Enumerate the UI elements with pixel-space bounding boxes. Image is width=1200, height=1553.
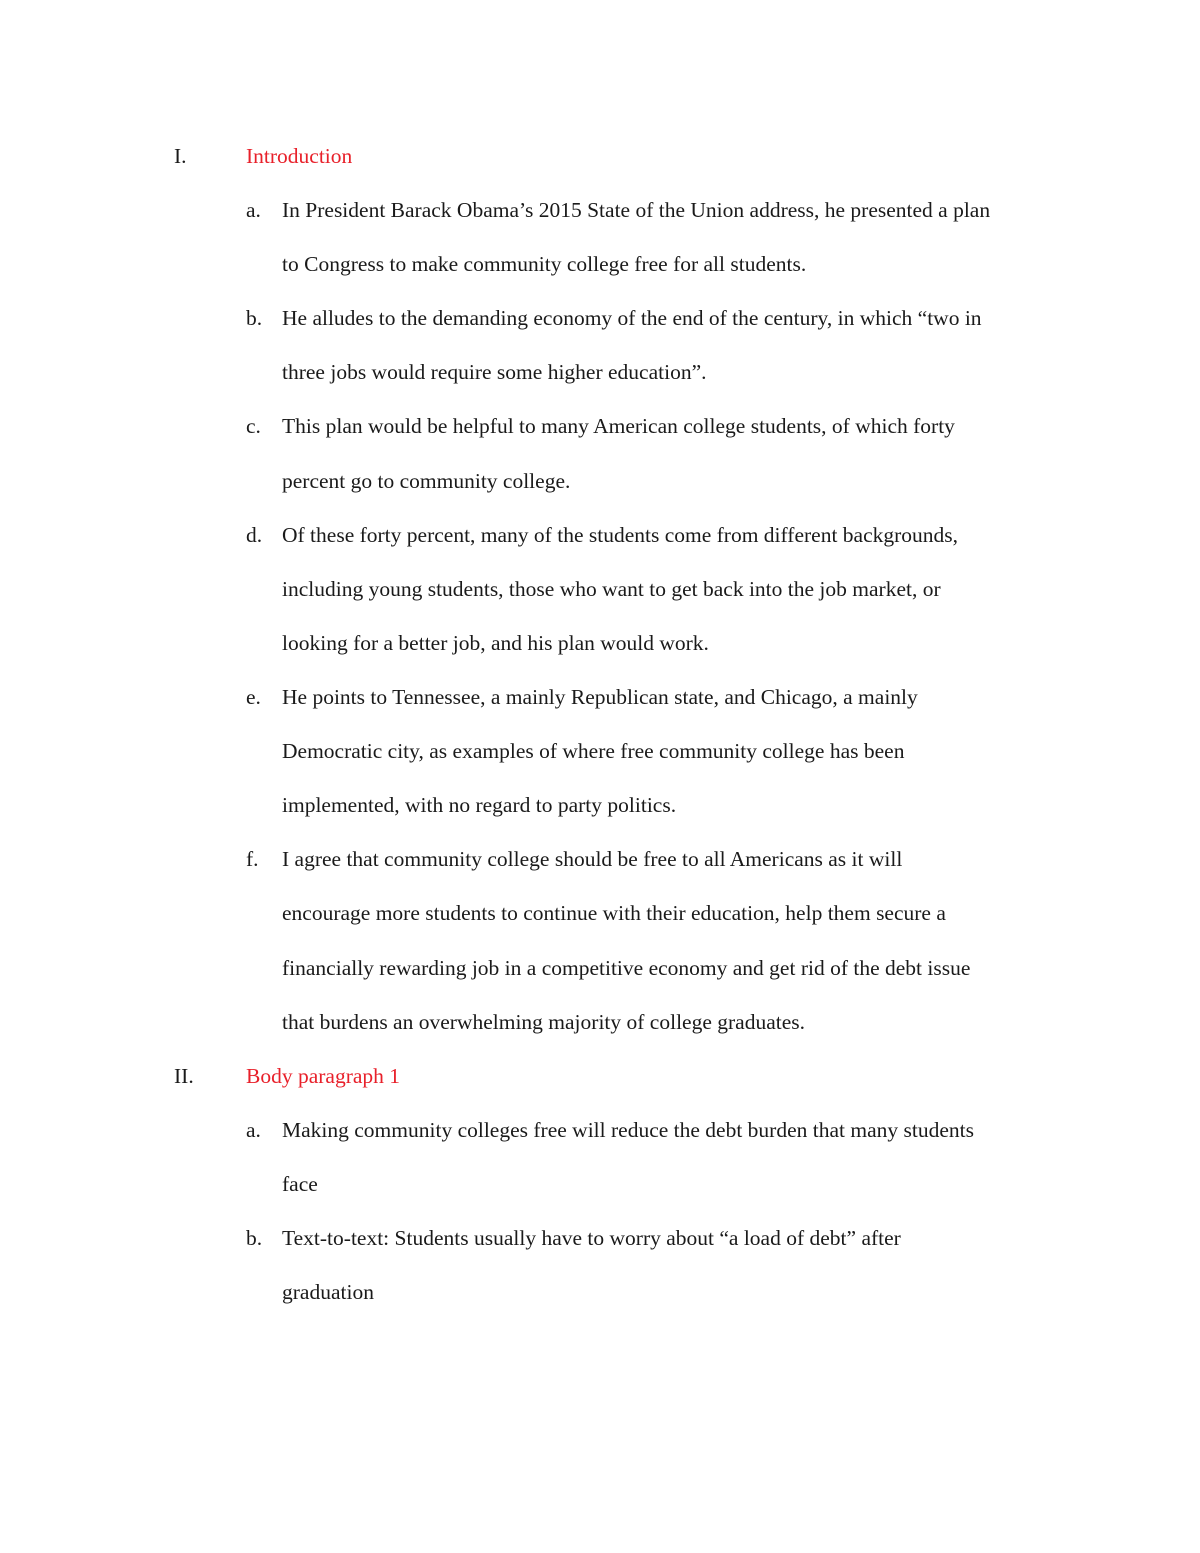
item-letter: d. [246, 523, 263, 547]
item-text-line: In President Barack Obama’s 2015 State of the Union address, he presented a plan [282, 198, 991, 222]
item-text-line: encourage more students to continue with their education, help them secure a [282, 901, 946, 925]
item-text-line: financially rewarding job in a competitive economy and get rid of the debt issue [282, 956, 971, 980]
item-text-line: face [282, 1172, 318, 1196]
section-numeral: II. [174, 1064, 194, 1088]
item-text-line: Of these forty percent, many of the students come from different backgrounds, [282, 523, 959, 547]
item-text-line: including young students, those who want to get back into the job market, or [282, 577, 941, 601]
item-letter: a. [246, 1118, 261, 1142]
item-letter: c. [246, 414, 261, 438]
item-text-line: Democratic city, as examples of where free community college has been [282, 739, 905, 763]
item-text-line: He points to Tennessee, a mainly Republican state, and Chicago, a mainly [282, 685, 918, 709]
section-heading: Body paragraph 1 [246, 1064, 401, 1088]
item-text-line: three jobs would require some higher education”. [282, 360, 707, 384]
item-text-line: I agree that community college should be free to all Americans as it will [282, 847, 903, 871]
item-text-line: looking for a better job, and his plan would work. [282, 631, 709, 655]
item-text-line: This plan would be helpful to many American college students, of which forty [282, 414, 955, 438]
item-text-line: He alludes to the demanding economy of the end of the century, in which “two in [282, 306, 982, 330]
item-text-line: to Congress to make community college free for all students. [282, 252, 807, 276]
section-numeral: I. [174, 144, 187, 168]
item-letter: b. [246, 1226, 263, 1250]
item-text-line: graduation [282, 1280, 374, 1304]
item-letter: e. [246, 685, 261, 709]
item-text-line: implemented, with no regard to party politics. [282, 793, 677, 817]
section-heading: Introduction [246, 144, 353, 168]
item-text-line: Text-to-text: Students usually have to worry about “a load of debt” after [282, 1226, 901, 1250]
item-text-line: percent go to community college. [282, 469, 571, 493]
item-letter: f. [246, 847, 259, 871]
item-text-line: Making community colleges free will reduce the debt burden that many students [282, 1118, 974, 1142]
item-letter: b. [246, 306, 263, 330]
item-letter: a. [246, 198, 261, 222]
item-text-line: that burdens an overwhelming majority of college graduates. [282, 1010, 806, 1034]
